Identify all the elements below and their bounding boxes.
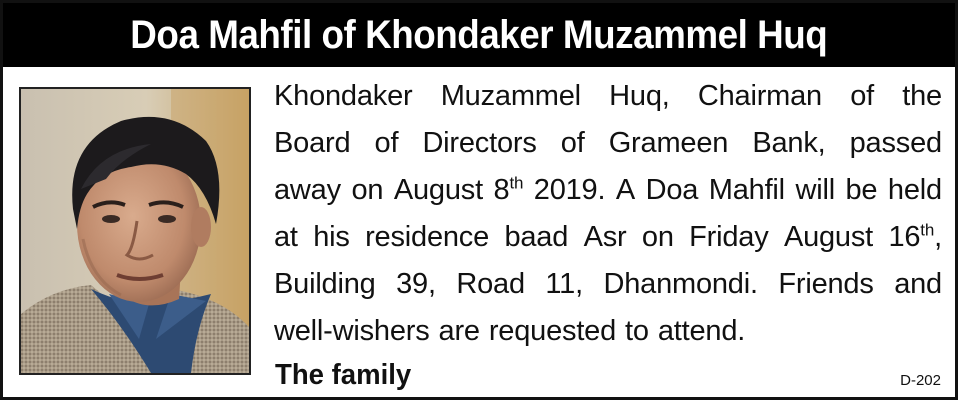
body-word: attend. xyxy=(657,315,746,347)
body-word: Muzammel xyxy=(440,80,581,112)
notice-title: Doa Mahfil of Khondaker Muzammel Huq xyxy=(130,12,828,57)
punctuation: , xyxy=(934,221,942,253)
body-word: Asr xyxy=(583,221,627,253)
body-word: of xyxy=(850,80,875,112)
body-word: on xyxy=(351,174,384,206)
body-word: A xyxy=(615,174,636,206)
body-line xyxy=(274,308,942,355)
body-word: of xyxy=(560,127,585,159)
body-line xyxy=(274,120,942,167)
body-word: Friday xyxy=(689,221,769,253)
ordinal-suffix: th xyxy=(509,173,524,193)
body-word: on xyxy=(641,221,674,253)
portrait-photo xyxy=(19,87,251,375)
notice-body xyxy=(274,73,942,355)
body-word: Doa xyxy=(645,174,699,206)
body-word: well-wishers xyxy=(274,315,430,347)
body-word: Friends xyxy=(778,268,874,300)
body-word: Directors xyxy=(422,127,537,159)
body-word: are xyxy=(438,315,480,347)
body-word: Mahfil xyxy=(708,174,785,206)
body-word: away xyxy=(274,174,341,206)
body-line xyxy=(274,261,942,308)
body-word: 11, xyxy=(545,268,583,300)
body-word: his xyxy=(313,221,350,253)
title-bar xyxy=(3,3,955,67)
ordinal-number: 8 xyxy=(493,174,510,206)
body-word: Grameen xyxy=(608,127,729,159)
body-word xyxy=(494,167,524,214)
body-word: 2019. xyxy=(533,174,606,206)
body-word: of xyxy=(374,127,399,159)
body-word: baad xyxy=(504,221,569,253)
ordinal-suffix: th xyxy=(920,220,935,240)
body-word: Board xyxy=(274,127,351,159)
body-word: requested xyxy=(488,315,617,347)
body-line xyxy=(274,214,942,261)
body-word: Building xyxy=(274,268,376,300)
body-word: to xyxy=(625,315,649,347)
body-word: Dhanmondi. xyxy=(603,268,758,300)
portrait-image xyxy=(21,89,249,373)
sign-off: The family xyxy=(275,359,412,391)
body-word: and xyxy=(894,268,942,300)
body-word: Bank, xyxy=(752,127,826,159)
body-word: Huq, xyxy=(609,80,670,112)
body-word: be xyxy=(845,174,878,206)
ordinal-number: 16 xyxy=(888,221,921,253)
body-word: August xyxy=(393,174,483,206)
body-word xyxy=(888,214,942,261)
body-word: 39, xyxy=(396,268,436,300)
body-line xyxy=(274,167,942,214)
body-line xyxy=(274,73,942,120)
body-word: Chairman xyxy=(697,80,822,112)
body-word: Khondaker xyxy=(274,80,413,112)
body-word: held xyxy=(887,174,942,206)
body-word: August xyxy=(783,221,874,253)
body-word: at xyxy=(274,221,298,253)
ad-code: D-202 xyxy=(900,372,941,389)
body-word: Road xyxy=(456,268,525,300)
body-word: residence xyxy=(365,221,490,253)
body-word: the xyxy=(902,80,942,112)
body-word: passed xyxy=(849,127,942,159)
body-word: will xyxy=(795,174,835,206)
